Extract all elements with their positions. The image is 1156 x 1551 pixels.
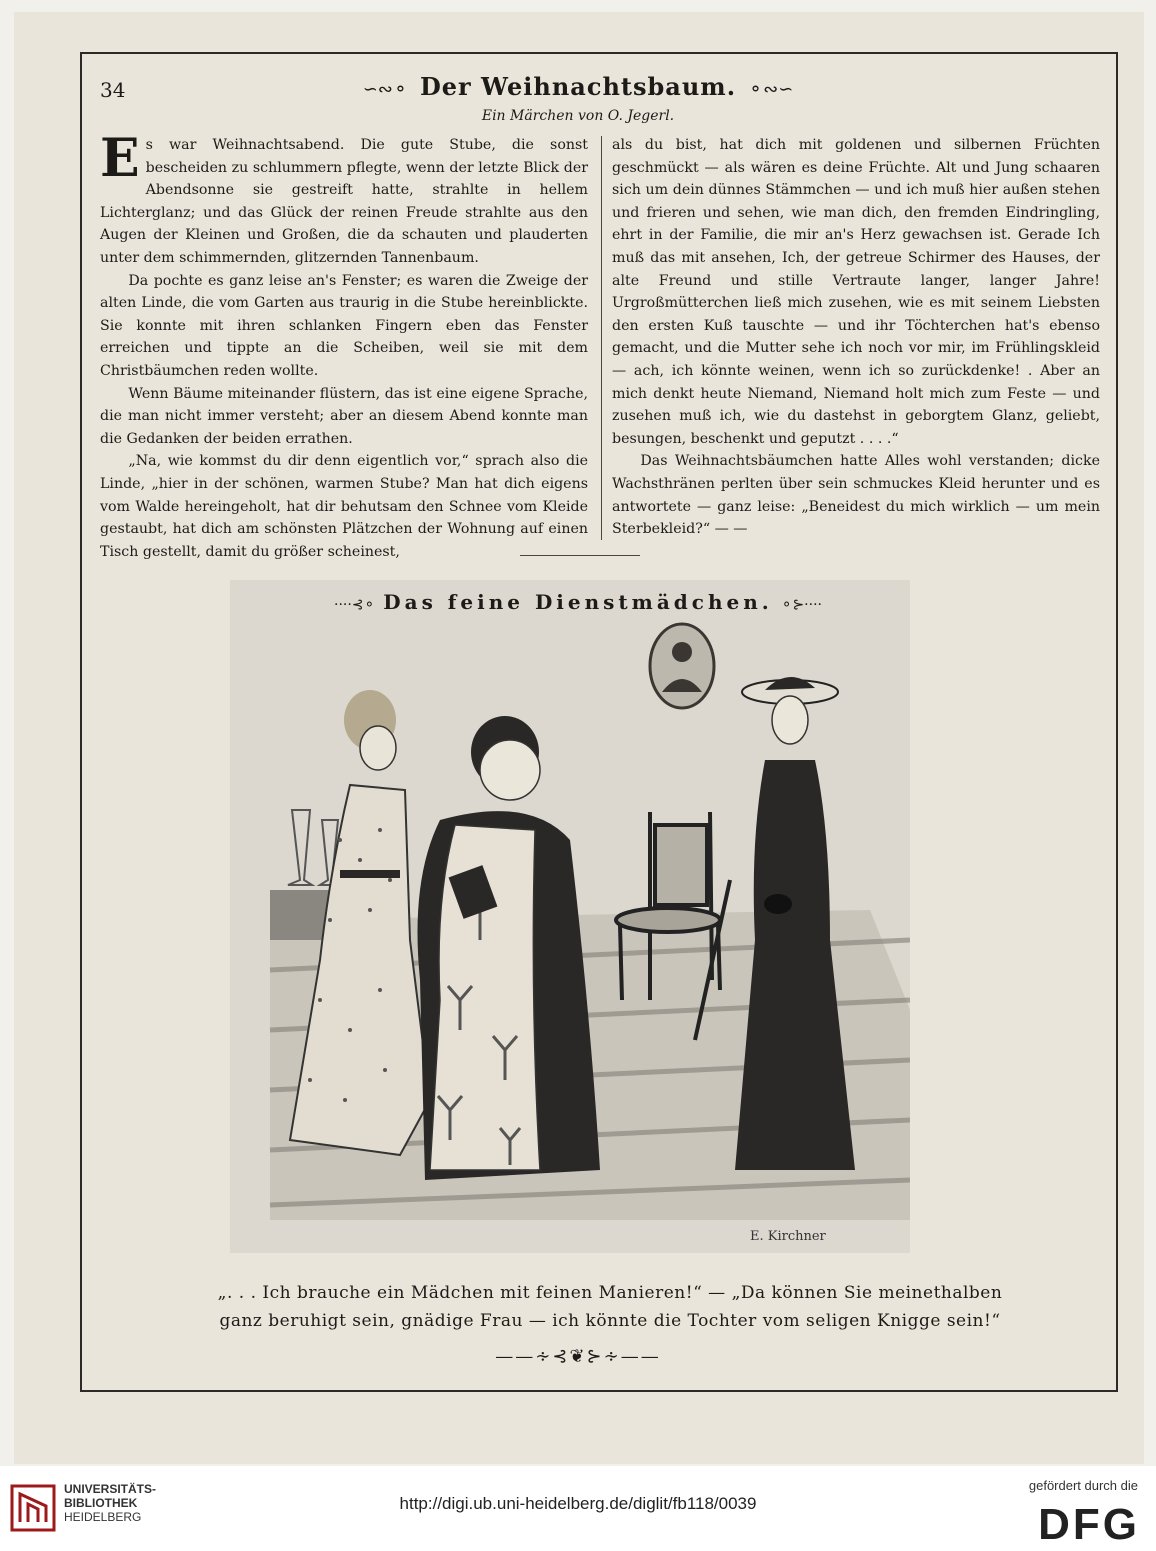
article-title-text: Der Weihnachtsbaum. [419,72,737,101]
paragraph: Wenn Bäume miteinander flüstern, das ist eine eigene Sprache, die man nicht immer versteht; aber an diesem Abend konnte man die Gedanken der beiden errathen. [100,385,588,447]
paragraph [100,128,588,270]
illustration-drawing [230,580,910,1253]
lady-figure [418,716,601,1180]
viewer-footer [0,1466,1156,1551]
title-ornament-right: ⚬∾∽ [748,79,794,100]
portrait-head [672,642,692,662]
handbag-icon [764,894,792,914]
lady-face [480,740,540,800]
title-ornament-left: ∽∾⚬ [362,79,408,100]
funding-label: gefördert durch die [1028,1478,1138,1493]
end-ornament: ——∻⊰❦⊱∻—— [495,1346,661,1367]
paragraph: als du bist, hat dich mit goldenen und silbernen Früchten geschmückt — als wären es deine Früchte. Alt und Jung schaaren sich um dein dünnes Stämmchen — und ich muß hier außen stehen und frieren und sehen, wie man dich, den fremden Eindringling, ehrt in der Familie, die mir an's Herz gewachsen ist. Gerade Ich muß das mit ansehen, Ich, der getreue Schirmer des Hauses, der alte Freund und stille Vertraute langer, langer Jahre! Urgroßmütterchen ließ mich zusehen, wie es mit seinem Liebsten den ersten Kuß tauschte — und ihr Töchterchen hat's ebenso gemacht, und die Mutter sehe ich noch vor mir, im Frühlingskleid — ach, ich könnte weinen, wenn ich so zurückdenke! . Aber an mich denkt heute Niemand, Niemand holt mich zum Feste — und zusehen muß ich, wie du dastehst in geborgtem Glanz, geliebt, besungen, beschenkt und geputzt . . . .“ [612,137,1100,447]
section-separator [520,555,640,556]
byline: Ein Märchen von O. Jegerl. [481,108,675,124]
library-name-line: BIBLIOTHEK [64,1496,138,1510]
caption-line: „. . . Ich brauche ein Mädchen mit feinen Manieren!“ — „Da können Sie meinethalben [217,1283,1003,1303]
visitor-face [772,696,808,744]
illustration-title [0,590,1156,614]
illustration-title-ornament-left: ····⊰⚬ [334,597,376,613]
article-column-right [612,134,1100,541]
dfg-logo: DFG [1038,1500,1140,1549]
cartoon-illustration [230,580,910,1253]
wall-portrait-icon [650,624,714,708]
illustration-caption [180,1279,1040,1335]
library-name-line: UNIVERSITÄTS- [64,1482,157,1496]
maid-belt [340,870,400,878]
drop-cap: E [100,128,140,189]
artist-signature: E. Kirchner [750,1229,826,1244]
paragraph: Das Weihnachtsbäumchen hatte Alles wohl verstanden; dicke Wachsthränen perlten über sein schmuckes Kleid herunter und es antwortete — ganz leise: „Beneidest du mich wirklich — um mein Sterbekleid?“ — — [612,453,1100,538]
caption-line: ganz beruhigt sein, gnädige Frau — ich könnte die Tochter vom seligen Knigge sein!“ [219,1311,1001,1331]
library-name-line: HEIDELBERG [64,1510,142,1524]
page-number: 34 [100,78,126,102]
paragraph-text: s war Weihnachtsabend. Die gute Stube, die sonst bescheiden zu schlummern pflegte, wenn der letzte Blick der Abendsonne sie gestreift hatte, strahlte in hellem Lichterglanz; und das Glück der reinen Freude strahlte aus den Augen der Kleinen und Großen, die da schauten und plauderten unter dem schimmernden, glitzernden Tannenbaum. [100,137,588,266]
paragraph: Da pochte es ganz leise an's Fenster; es waren die Zweige der alten Linde, die vom Garten aus traurig in die Stube hereinblickte. Sie konnte mit ihren schlanken Fingern eben das Fenster erreichen und tippte an die Scheiben, weil sie mit dem Christbäumchen reden wollte. [100,272,588,379]
illustration-title-text: Das feine Dienstmädchen. [383,590,773,614]
column-divider [601,136,602,540]
paragraph: „Na, wie kommst du dir denn eigentlich vor,“ sprach also die Linde, „hier in der schönen, warmen Stube? Man hat dich eigens vom Walde hereingeholt, hat dir behutsam den Schnee vom Kleide gestaubt, hat dich am schönsten Plätzchen der Wohnung auf einen Tisch gestellt, damit du größer scheinest, [100,453,588,560]
maid-face [360,726,396,770]
permalink-url[interactable]: http://digi.ub.uni-heidelberg.de/diglit/fb118/0039 [399,1494,757,1513]
article-title [0,72,1156,101]
illustration-title-ornament-right: ⚬⊱···· [780,597,822,613]
article-column-left [100,128,588,563]
